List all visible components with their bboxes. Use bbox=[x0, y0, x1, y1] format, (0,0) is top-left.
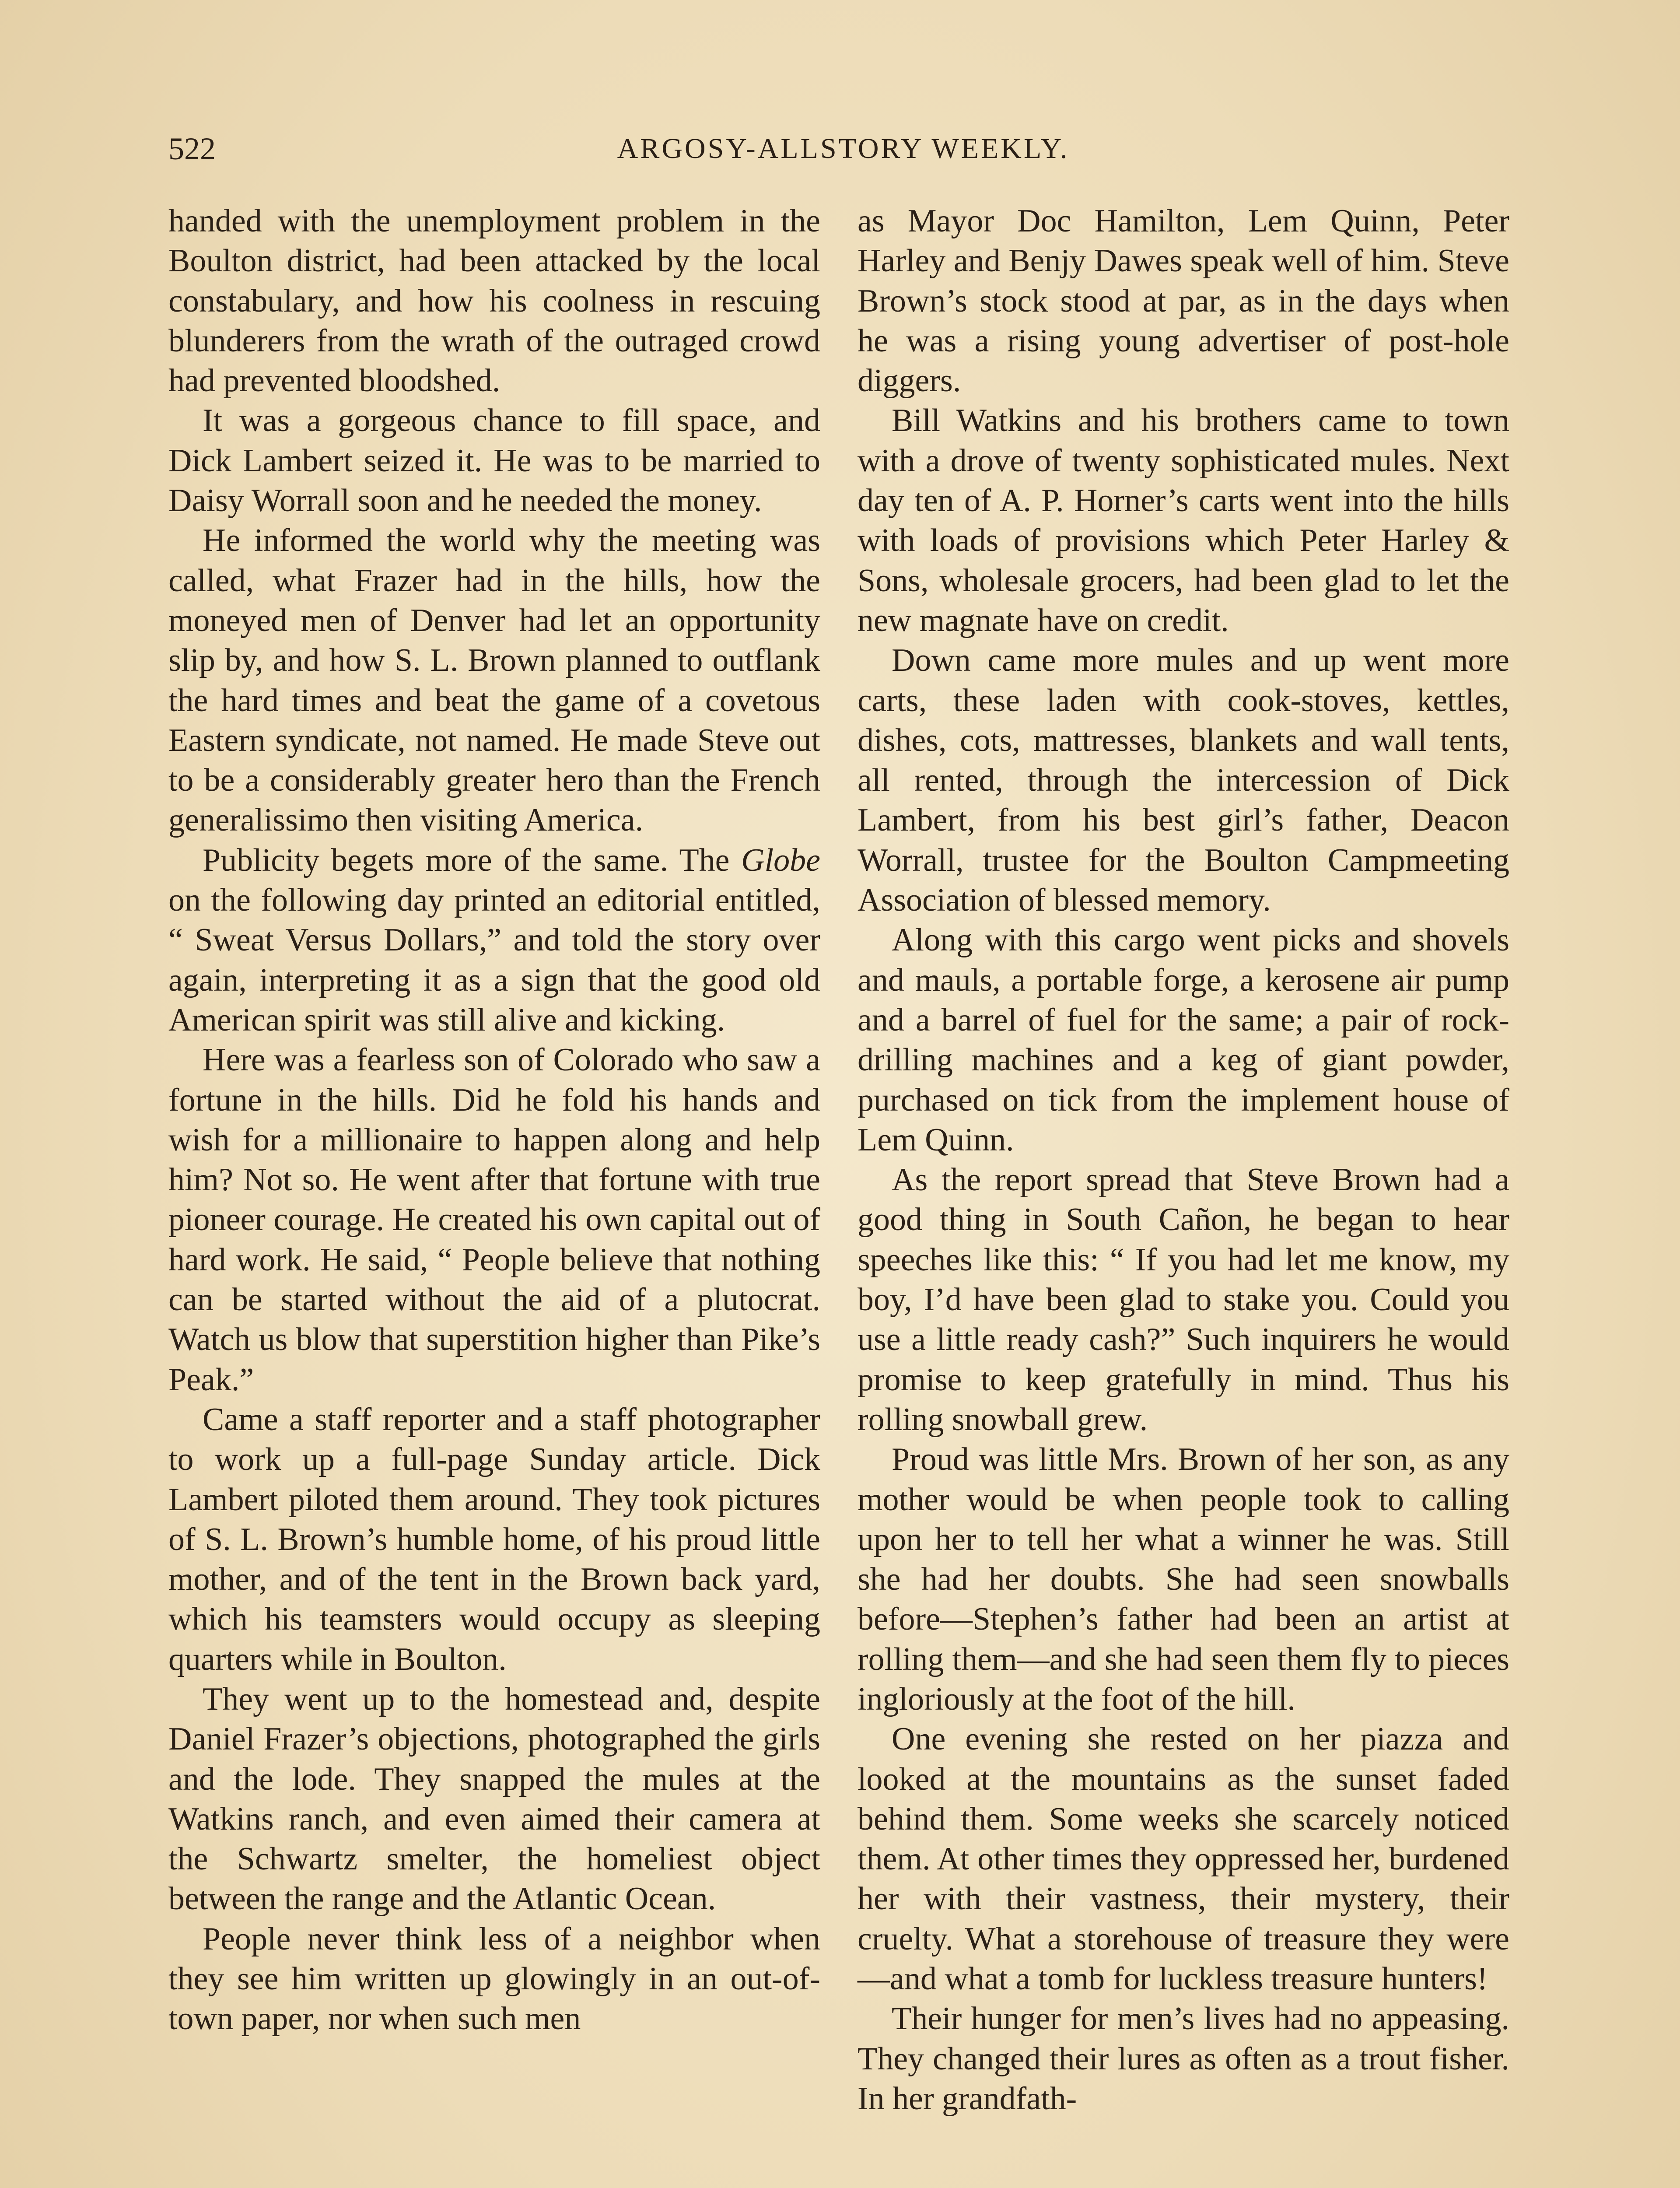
paragraph: As the report spread that Steve Brown had a good thing in South Cañon, he began to hear speeches like this: “ If you had let me know, my boy, I’d have been glad to stake you. Could you use a little ready cash?” Such inquirers he would promise to keep gratefully in mind. Thus his rolling snowball grew. bbox=[858, 1162, 1509, 1438]
right-column bbox=[858, 201, 1509, 2119]
paragraph: He informed the world why the meeting was called, what Frazer had in the hills, how the moneyed men of Denver had let an opportunity slip by, and how S. L. Brown planned to outflank the hard times and beat the game of a covetous Eastern syndicate, not named. He made Steve out to be a considerably greater hero than the French generalissimo then visiting America. bbox=[168, 522, 820, 838]
paragraph: They went up to the homestead and, despite Daniel Frazer’s objections, photographed the girls and the lode. They snapped the mules at the Watkins ranch, and even aimed their camera at the Schwartz smelter, the homeliest object between the range and the Atlantic Ocean. bbox=[168, 1681, 820, 1917]
paragraph-text: on the following day printed an editorial entitled, “ Sweat Versus Dollars,” and told the story over again, interpreting it as a sign that the good old American spirit was still alive and kicking. bbox=[168, 882, 820, 1038]
paragraph: It was a gorgeous chance to fill space, and Dick Lambert seized it. He was to be married to Daisy Worrall soon and he needed the money. bbox=[168, 403, 820, 519]
paragraph: Came a staff reporter and a staff photographer to work up a full-page Sunday article. Dick Lambert piloted them around. They took pictures of S. L. Brown’s humble home, of his proud little mother, and of the tent in the Brown back yard, which his teamsters would occupy as sleeping quarters while in Boulton. bbox=[168, 1401, 820, 1677]
paragraph: Down came more mules and up went more carts, these laden with cook-stoves, kettles, dishes, cots, mattresses, blankets and wall tents, all rented, through the intercession of Dick Lambert, from his best girl’s father, Deacon Worrall, trustee for the Boulton Campmeeting Association of blessed memory. bbox=[858, 642, 1509, 919]
left-column bbox=[168, 201, 820, 2039]
paragraph: Along with this cargo went picks and shovels and mauls, a portable forge, a kerosene air pump and a barrel of fuel for the same; a pair of rock-drilling machines and a keg of giant powder, purchased on tick from the implement house of Lem Quinn. bbox=[858, 922, 1509, 1158]
paragraph: Bill Watkins and his brothers came to town with a drove of twenty sophisticated mules. Next day ten of A. P. Horner’s carts went into the hills with loads of provisions which Peter Harley & Sons, wholesale grocers, had been glad to let the new magnate have on credit. bbox=[858, 403, 1509, 638]
paragraph bbox=[168, 841, 820, 1040]
paragraph: Proud was little Mrs. Brown of her son, as any mother would be when people took to calling upon her to tell her what a winner he was. Still she had her doubts. She had seen snowballs before—Stephen’s father had been an artist at rolling them—and she had seen them fly to pieces ingloriously at the foot of the hill. bbox=[858, 1441, 1509, 1717]
paragraph: One evening she rested on her piazza and looked at the mountains as the sunset faded behind them. Some weeks she scarcely noticed them. At other times they oppressed her, burdened her with their vastness, their mystery, their cruelty. What a storehouse of treasure they were—and what a tomb for luckless treasure hunters! bbox=[858, 1721, 1509, 1997]
page-number: 522 bbox=[168, 131, 216, 166]
paragraph-text: Publicity begets more of the same. The bbox=[203, 842, 742, 878]
paragraph: Here was a fearless son of Colorado who saw a fortune in the hills. Did he fold his hands and wish for a millionaire to happen along and help him? Not so. He went after that fortune with true pioneer courage. He created his own capital out of hard work. He said, “ People believe that nothing can be started without the aid of a plutocrat. Watch us blow that superstition higher than Pike’s Peak.” bbox=[168, 1042, 820, 1398]
paragraph: People never think less of a neighbor when they see him written up glowingly in an out-of-town paper, nor when such men bbox=[168, 1921, 820, 2037]
running-head: ARGOSY-ALLSTORY WEEKLY. bbox=[617, 133, 1070, 165]
paragraph: Their hunger for men’s lives had no appeasing. They changed their lures as often as a trout fisher. In her grandfath- bbox=[858, 2001, 1509, 2117]
paragraph: as Mayor Doc Hamilton, Lem Quinn, Peter Harley and Benjy Dawes speak well of him. Steve Brown’s stock stood at par, as in the days when he was a rising young advertiser of post-hole diggers. bbox=[858, 203, 1509, 399]
paragraph: handed with the unemployment problem in the Boulton district, had been attacked by the local constabulary, and how his coolness in rescuing blunderers from the wrath of the outraged crowd had prevented bloodshed. bbox=[168, 203, 820, 399]
page-header bbox=[168, 125, 1518, 173]
newspaper-title: Globe bbox=[741, 842, 820, 878]
